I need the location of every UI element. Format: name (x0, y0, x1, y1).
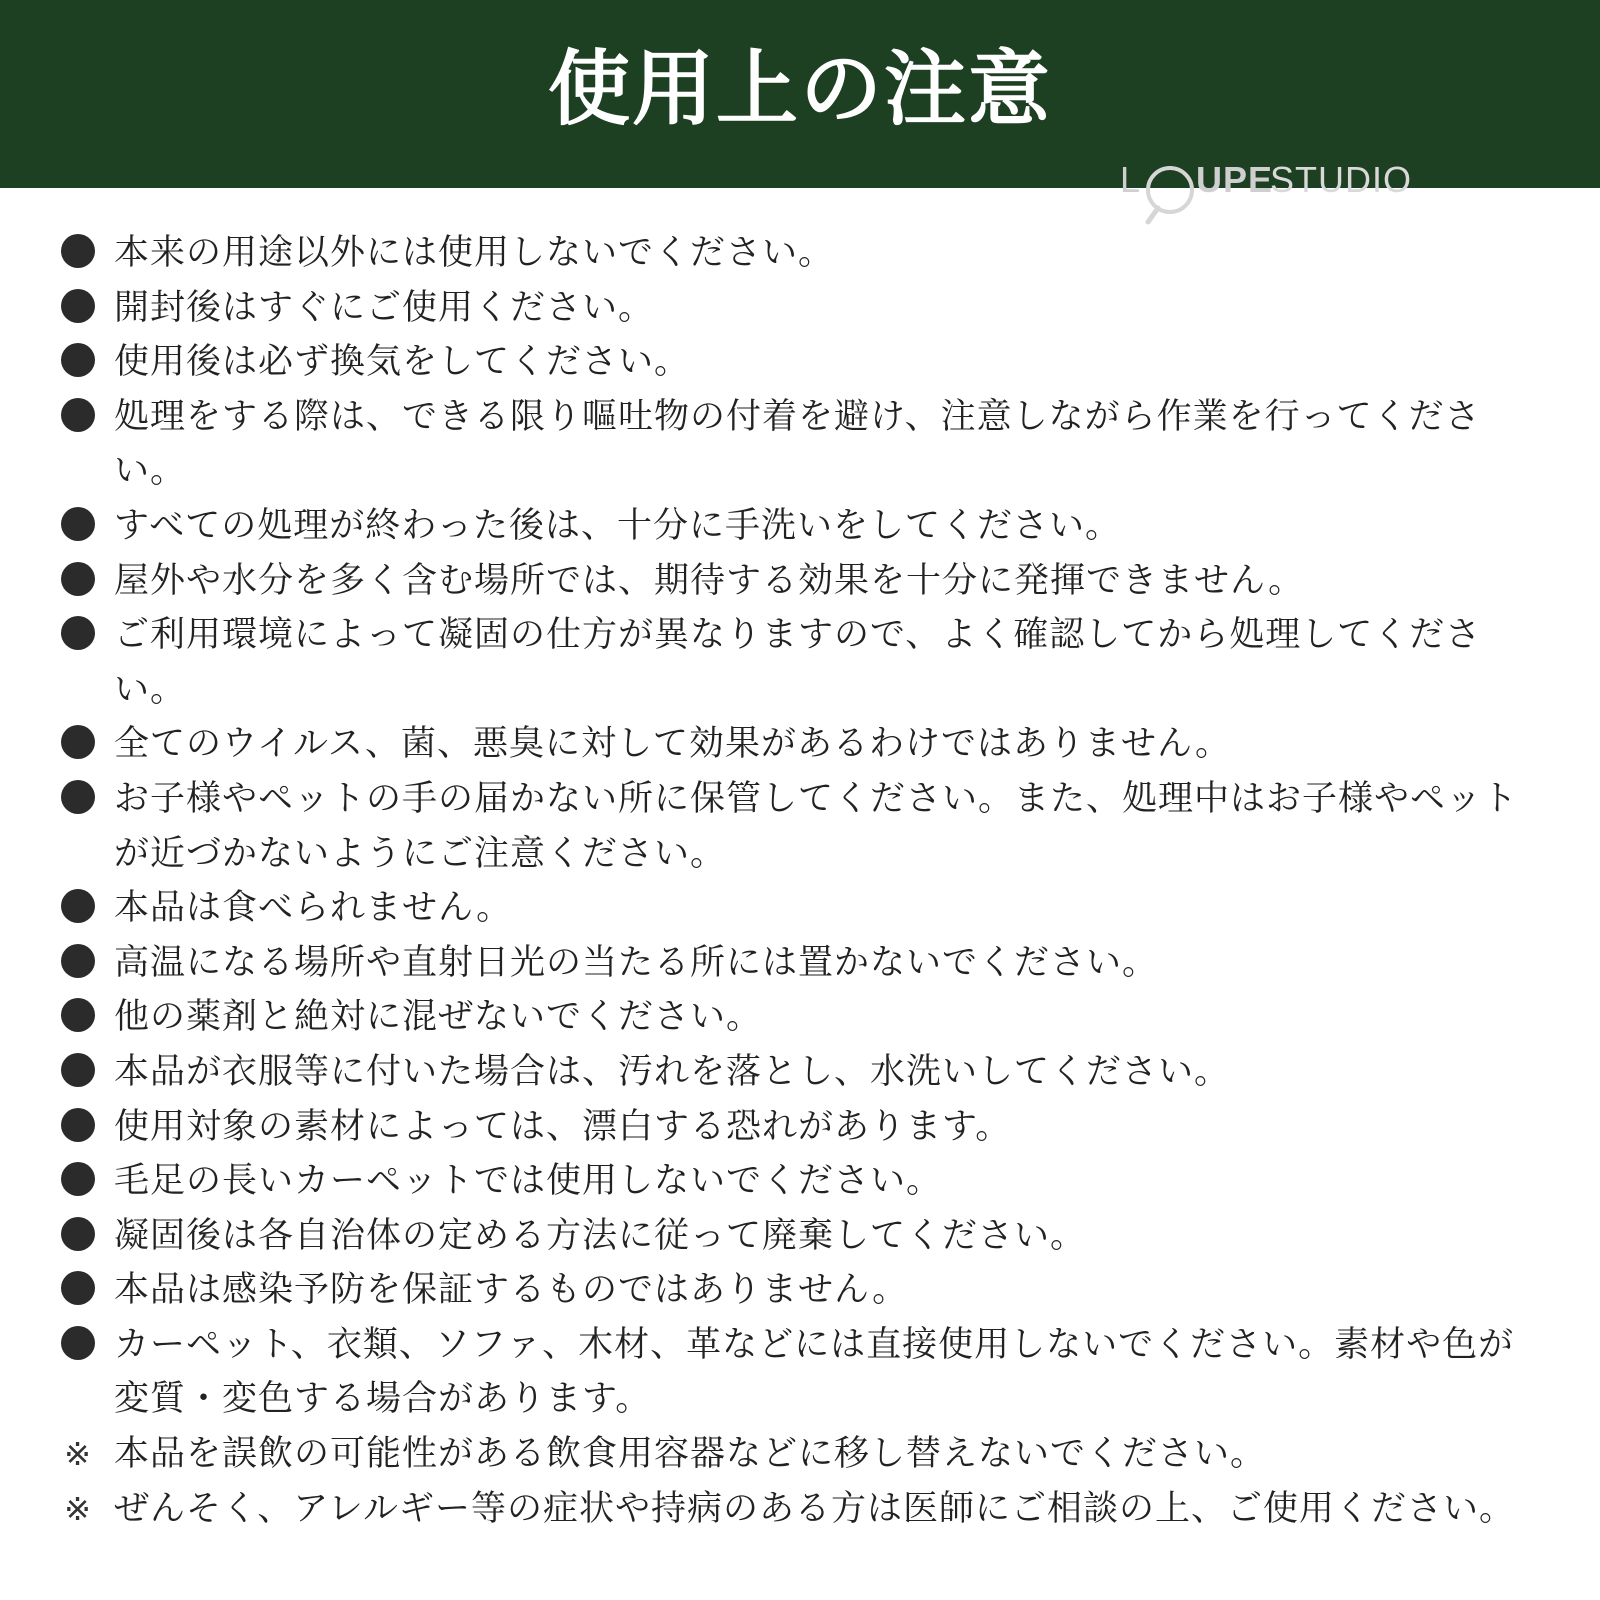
bullet-dot-shape (61, 944, 95, 978)
bullet-dot-icon (58, 1045, 98, 1100)
bullet-dot-shape (61, 725, 95, 759)
caution-text: 開封後はすぐにご使用ください。 (114, 287, 655, 328)
caution-text: 本品は食べられません。 (114, 888, 513, 929)
caution-item (0, 772, 1600, 881)
bullet-dot-shape (61, 398, 95, 432)
caution-item (0, 499, 1600, 554)
caution-item (0, 1209, 1600, 1264)
bullet-dot-icon (58, 390, 98, 445)
bullet-dot-shape (61, 234, 95, 268)
bullet-dot-icon (58, 717, 98, 772)
bullet-dot-icon (58, 1154, 98, 1209)
bullet-dot-icon (58, 554, 98, 609)
caution-item (0, 226, 1600, 281)
bullet-dot-shape (61, 998, 95, 1032)
bullet-dot-shape (61, 1271, 95, 1305)
bullet-dot-icon (58, 1263, 98, 1318)
bullet-dot-shape (61, 562, 95, 596)
caution-text: ご利用環境によって凝固の仕方が異なりますので、よく確認してから処理してください。 (114, 615, 1482, 710)
bullet-dot-icon (58, 1209, 98, 1264)
bullet-dot-icon (58, 608, 98, 663)
caution-item (0, 554, 1600, 609)
caution-text: すべての処理が終わった後は、十分に手洗いをしてください。 (114, 505, 1121, 546)
reference-mark-icon: ※ (64, 1489, 92, 1528)
caution-item (0, 717, 1600, 772)
caution-item (0, 335, 1600, 390)
bullet-dot-icon (58, 936, 98, 991)
caution-text: 屋外や水分を多く含む場所では、期待する効果を十分に発揮できません。 (114, 560, 1305, 601)
caution-item (0, 990, 1600, 1045)
caution-item (0, 390, 1600, 499)
caution-item (0, 881, 1600, 936)
bullet-dot-icon (58, 335, 98, 390)
caution-text: 本品は感染予防を保証するものではありません。 (114, 1270, 909, 1311)
loupe-studio-watermark (1120, 152, 1440, 232)
caution-text: 毛足の長いカーペットでは使用しないでください。 (114, 1161, 943, 1202)
caution-text: 本品を誤飲の可能性がある飲食用容器などに移し替えないでください。 (114, 1434, 1267, 1475)
caution-item (0, 1318, 1600, 1427)
bullet-dot-shape (61, 507, 95, 541)
bullet-dot-shape (61, 1053, 95, 1087)
watermark-logo (1120, 152, 1440, 232)
caution-item (0, 1045, 1600, 1100)
svg-text:L: L (1120, 159, 1142, 200)
caution-text: 他の薬剤と絶対に混ぜないでください。 (114, 997, 763, 1038)
caution-item (0, 1427, 1600, 1482)
caution-item (0, 1263, 1600, 1318)
caution-text: ぜんそく、アレルギー等の症状や持病のある方は医師にご相談の上、ご使用ください。 (114, 1488, 1516, 1529)
bullet-dot-icon (58, 499, 98, 554)
caution-item (0, 1154, 1600, 1209)
caution-text: お子様やペットの手の届かない所に保管してください。また、処理中はお子様やペットが近づかないようにご注意ください。 (114, 778, 1519, 874)
caution-text: 使用対象の素材によっては、漂白する恐れがあります。 (114, 1106, 1012, 1147)
caution-item (0, 608, 1600, 717)
bullet-dot-icon (58, 1100, 98, 1155)
bullet-dot-icon (58, 281, 98, 336)
caution-text: 本品が衣服等に付いた場合は、汚れを落とし、水洗いしてください。 (114, 1051, 1231, 1092)
bullet-dot-shape (61, 1162, 95, 1196)
bullet-dot-shape (61, 1217, 95, 1251)
caution-text: 使用後は必ず換気をしてください。 (114, 342, 691, 383)
reference-mark-icon: ※ (64, 1435, 92, 1474)
caution-text: カーペット、衣類、ソファ、木材、革などには直接使用しないでください。素材や色が変質・変色する場合があります。 (114, 1324, 1515, 1420)
caution-item (0, 1100, 1600, 1155)
bullet-dot-icon (58, 226, 98, 281)
bullet-dot-icon (58, 772, 98, 827)
caution-text: 本来の用途以外には使用しないでください。 (114, 233, 835, 273)
caution-list (0, 226, 1600, 1536)
bullet-dot-shape (61, 616, 95, 650)
caution-item (0, 1482, 1600, 1537)
bullet-dot-icon (58, 990, 98, 1045)
svg-text:STUDIO: STUDIO (1270, 159, 1413, 200)
page-title: 使用上の注意 (547, 42, 1052, 137)
caution-text: 全てのウイルス、菌、悪臭に対して効果があるわけではありません。 (114, 724, 1232, 765)
caution-item (0, 936, 1600, 991)
bullet-dot-icon (58, 1318, 98, 1373)
bullet-dot-shape (61, 289, 95, 323)
bullet-dot-shape (61, 780, 95, 814)
bullet-dot-icon (58, 881, 98, 936)
caution-item (0, 281, 1600, 336)
svg-text:UPE: UPE (1196, 159, 1274, 200)
bullet-dot-shape (61, 1326, 95, 1360)
caution-text: 処理をする際は、できる限り嘔吐物の付着を避け、注意しながら作業を行ってください。 (114, 396, 1481, 492)
bullet-dot-shape (61, 343, 95, 377)
caution-text: 凝固後は各自治体の定める方法に従って廃棄してください。 (114, 1215, 1087, 1256)
bullet-dot-shape (61, 1108, 95, 1142)
bullet-dot-shape (61, 889, 95, 923)
caution-text: 高温になる場所や直射日光の当たる所には置かないでください。 (114, 942, 1159, 983)
